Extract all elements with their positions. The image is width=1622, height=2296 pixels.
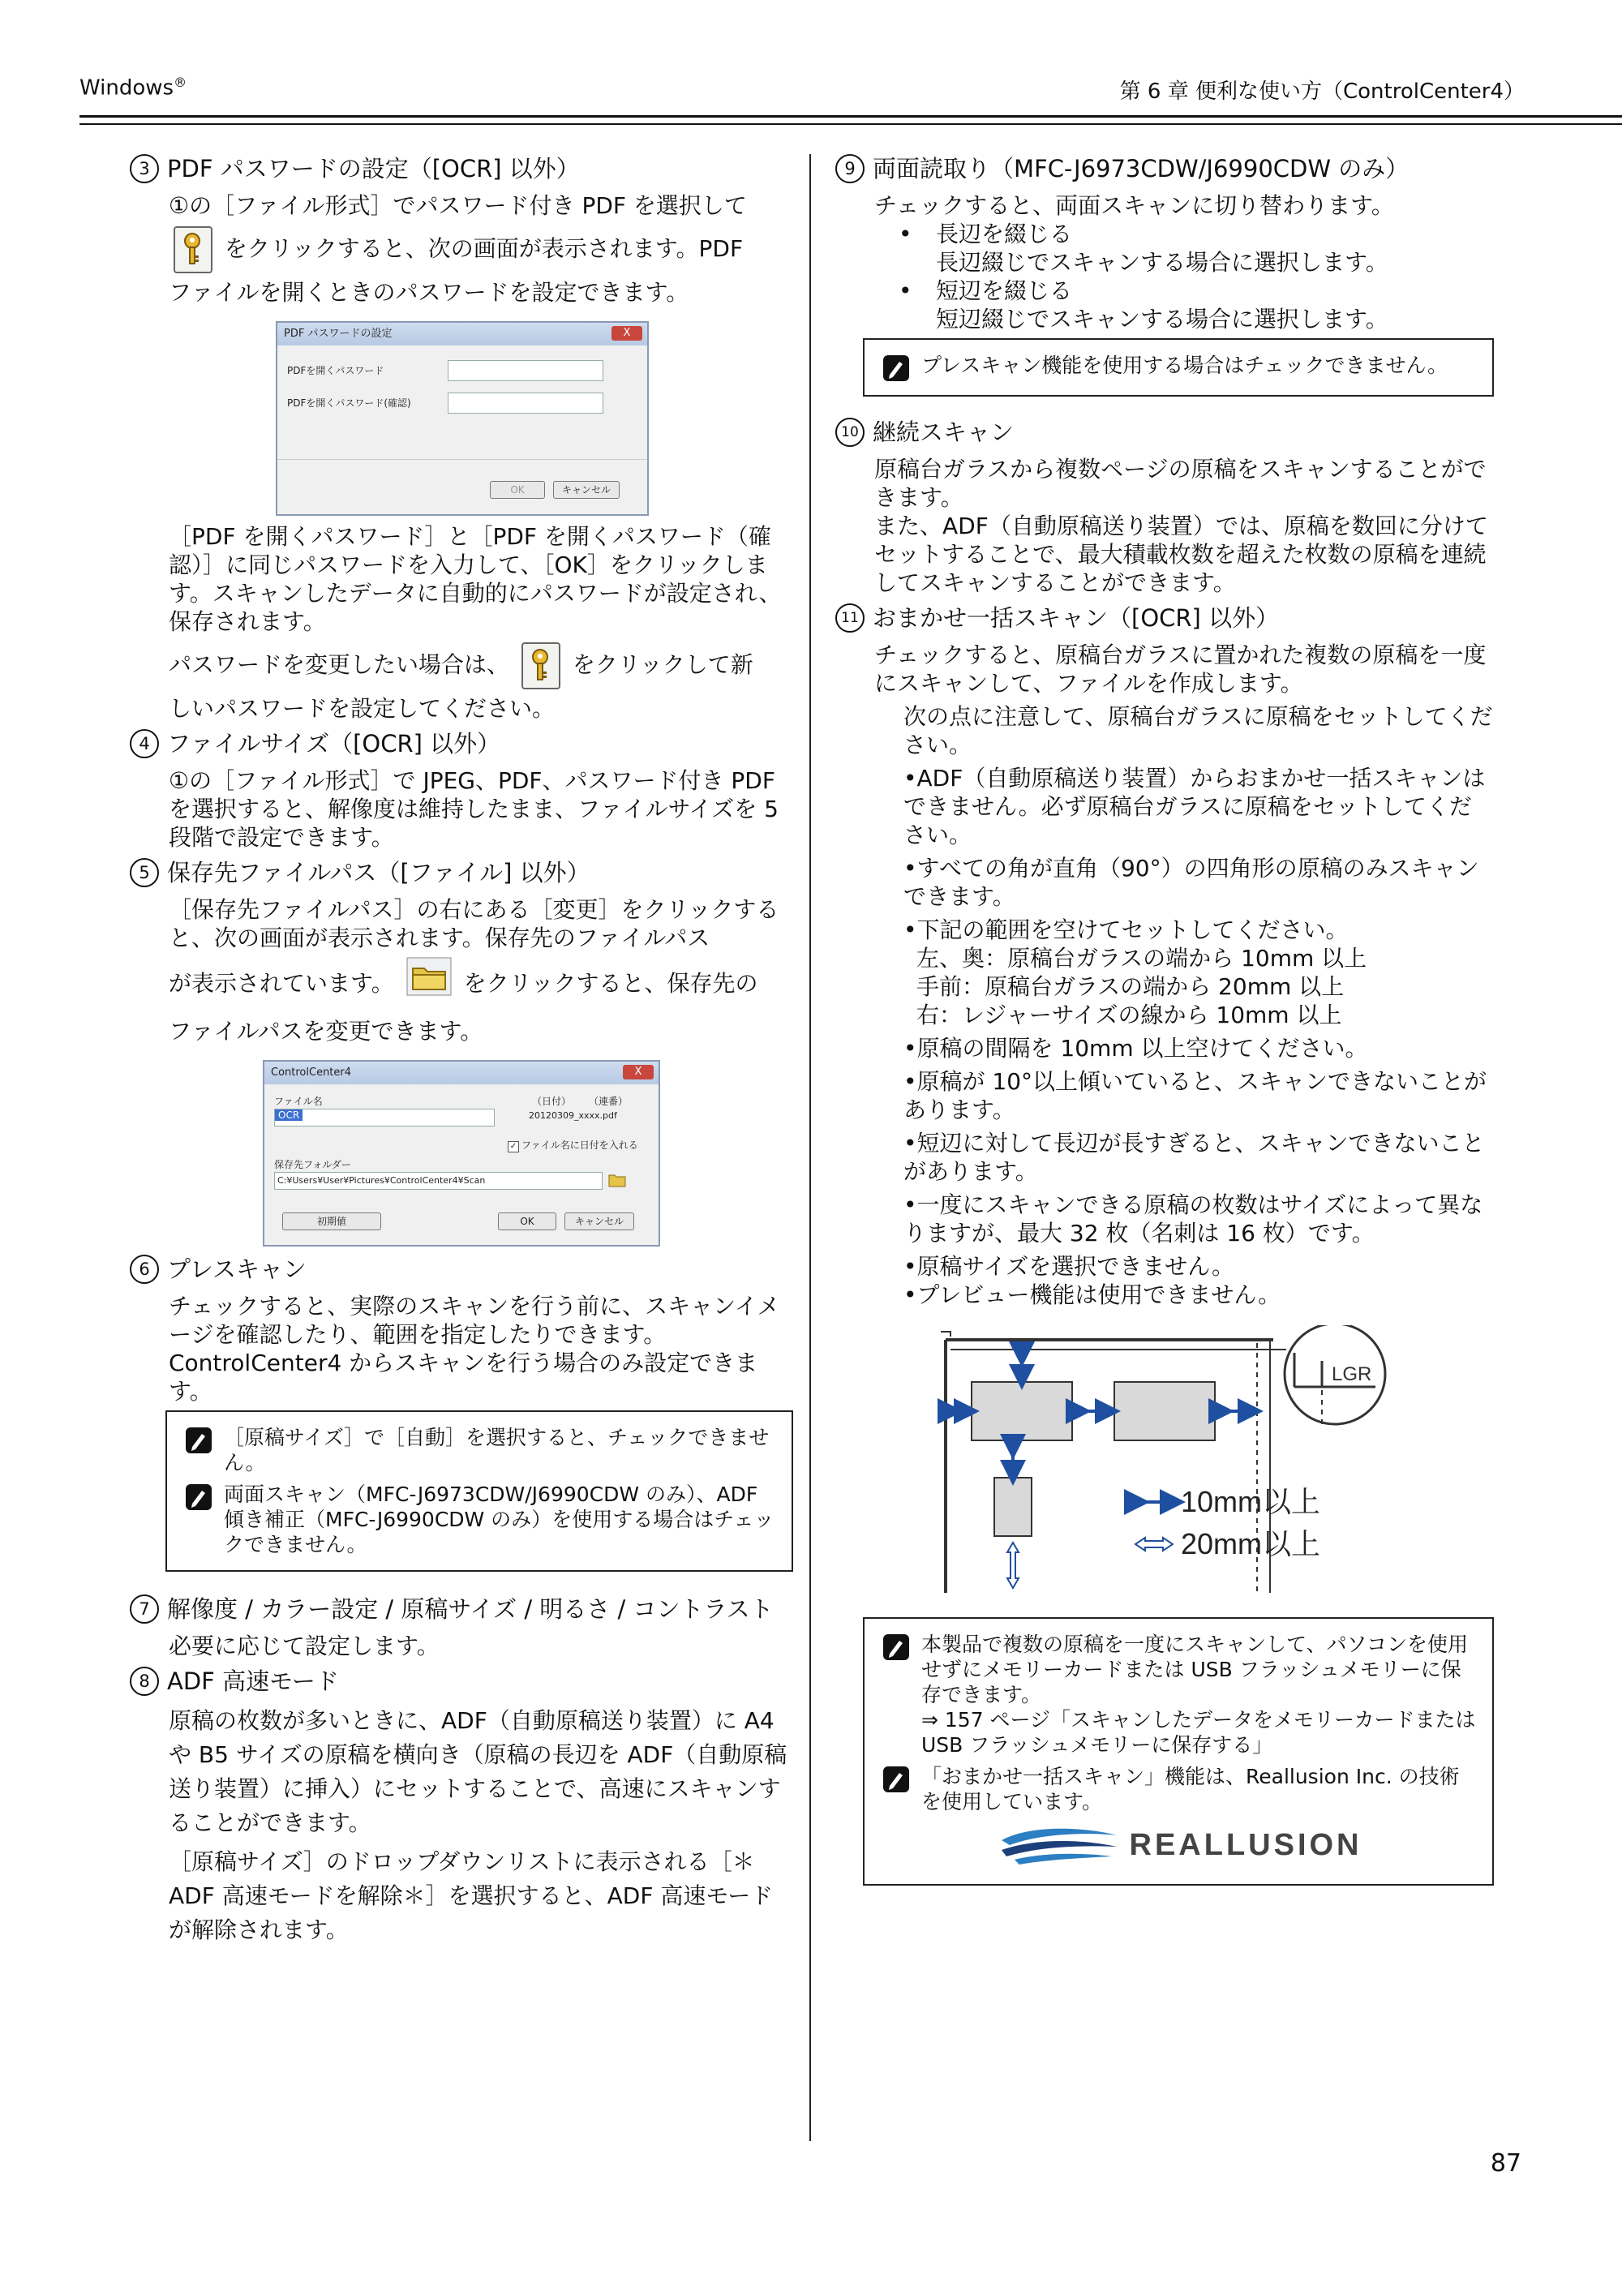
section-title: 解像度 / カラー設定 / 原稿サイズ / 明るさ / コントラスト [167, 1595, 774, 1623]
pdf-password-dialog-area [130, 311, 793, 522]
memo-icon [882, 1766, 910, 1793]
section-4-heading [130, 727, 793, 760]
list-item: • 短辺を綴じる 短辺綴じでスキャンする場合に選択します。 [899, 277, 1388, 333]
section-title: ファイルサイズ（[OCR] 以外） [167, 730, 501, 757]
list-item: •原稿が 10°以上傾いていると、スキャンできないことがあります。 [903, 1068, 1487, 1123]
section-title: 継続スキャン [873, 418, 1015, 446]
memo-icon [185, 1427, 212, 1454]
filename-input[interactable]: OCR [274, 1109, 495, 1127]
note-item: 本製品で複数の原稿を一度にスキャンして、パソコンを使用せずにメモリーカードまたは USB フラッシュメモリーに保存できます。 ⇒ 157 ページ「スキャンしたデータをメモリーカードまたは USB フラッシュメモリーに保存する」 [882, 1632, 1478, 1757]
section-title: おまかせ一括スキャン（[OCR] 以外） [873, 604, 1280, 632]
section-8-heading [130, 1665, 793, 1697]
paragraph: また、ADF（自動原稿送り装置）では、原稿を数回に分けてセットすることで、最大積載枚数を超えた枚数の原稿を連続してスキャンすることができます。 [874, 513, 1488, 596]
cancel-button[interactable]: キャンセル [553, 481, 620, 499]
note-item: プレスキャン機能を使用する場合はチェックできません。 [882, 353, 1478, 382]
section-title: PDF パスワードの設定（[OCR] 以外） [167, 155, 580, 182]
paragraph: 次の点に注意して、原稿台ガラスに原稿をセットしてください。 [903, 703, 1493, 758]
paragraph: ［原稿サイズ］のドロップダウンリストに表示される［＊ADF 高速モードを解除＊］を選択すると、ADF 高速モードが解除されます。 [169, 1848, 774, 1943]
header-left: Windows® [79, 75, 187, 101]
paragraph: ［保存先ファイルパス］の右にある［変更］をクリックすると、次の画面が表示されます。保存先のファイルパス [169, 896, 779, 951]
reallusion-logo [882, 1822, 1478, 1868]
section-9-heading [835, 152, 1494, 185]
dialog-titlebar: ControlCenter4 X [264, 1062, 659, 1084]
legend-20mm: 20mm以上 [1181, 1527, 1321, 1560]
paragraph: チェックすると、原稿台ガラスに置かれた複数の原稿を一度にスキャンして、ファイルを作成します。 [874, 642, 1487, 697]
dialog-divider [277, 459, 647, 460]
right-column [835, 152, 1494, 1886]
paragraph: 原稿の枚数が多いときに、ADF（自動原稿送り装置）に A4 や B5 サイズの原稿を横向き（原稿の長辺を ADF（自動原稿送り装置）に挿入）にセットすることで、高速にスキャンすることができます。 [169, 1707, 787, 1836]
close-icon[interactable]: X [623, 1065, 654, 1079]
ok-button[interactable]: OK [490, 481, 545, 499]
section-3-heading [130, 152, 793, 185]
reallusion-swoosh-icon [998, 1822, 1120, 1868]
filename-label: ファイル名 [274, 1096, 323, 1107]
section-number: 9 [835, 154, 865, 183]
list-item: • 長辺を綴じる 長辺綴じでスキャンする場合に選択します。 [899, 221, 1388, 276]
paragraph: ファイルを開くときのパスワードを設定できます。 [169, 279, 689, 306]
ok-button[interactable]: OK [498, 1212, 556, 1230]
paragraph: ①の［ファイル形式］で JPEG、PDF、パスワード付き PDF を選択すると、解像度は維持したまま、ファイルサイズを 5 段階で設定できます。 [169, 767, 779, 851]
section-6-heading [130, 1253, 793, 1285]
note-item: ［原稿サイズ］で［自動］を選択すると、チェックできません。 [185, 1425, 777, 1475]
margin-item: 左、奥：原稿台ガラスの端から 10mm 以上 [916, 945, 1367, 972]
paragraph: しいパスワードを設定してください。 [169, 695, 556, 722]
lgr-label: LGR [1332, 1363, 1372, 1385]
password-confirm-input[interactable] [448, 393, 603, 414]
password-input[interactable] [448, 360, 603, 381]
section-number: 3 [130, 154, 159, 183]
paragraph: をクリックすると、次の画面が表示されます。PDF [130, 225, 793, 273]
section-title: 保存先ファイルパス（[ファイル] 以外） [167, 859, 590, 886]
section-title: プレスキャン [167, 1255, 307, 1283]
section-number: 8 [130, 1667, 159, 1696]
folder-icon [406, 957, 452, 1012]
pdf-password-dialog [276, 321, 649, 516]
list-item: •下記の範囲を空けてセットしてください。 [903, 916, 1349, 943]
controlcenter-dialog-area [130, 1050, 793, 1253]
section-title: 両面読取り（MFC-J6973CDW/J6990CDW のみ） [873, 155, 1410, 182]
list-item: •すべての角が直角（90°）の四角形の原稿のみスキャンできます。 [903, 855, 1479, 910]
date-label: （日付） [532, 1096, 572, 1107]
close-icon[interactable]: X [611, 326, 642, 341]
password-label: PDFを開くパスワード [287, 365, 384, 376]
controlcenter-dialog [263, 1060, 660, 1247]
memo-icon [882, 1633, 910, 1661]
paragraph: チェックすると、実際のスキャンを行う前に、スキャンイメージを確認したり、範囲を指定したりできます。ControlCenter4 からスキャンを行う場合のみ設定できます。 [169, 1293, 780, 1405]
section-number: 4 [130, 729, 159, 758]
serial-label: （連番） [589, 1096, 629, 1107]
list-item: •短辺に対して長辺が長すぎると、スキャンできないことがあります。 [903, 1130, 1485, 1185]
list-item: •プレビュー機能は使用できません。 [903, 1281, 1281, 1308]
margin-item: 右：レジャーサイズの線から 10mm 以上 [916, 1002, 1342, 1028]
filename-sample: 20120309_xxxx.pdf [529, 1110, 617, 1121]
note-item: 両面スキャン（MFC-J6973CDW/J6990CDW のみ）、ADF 傾き補正（MFC-J6990CDW のみ）を使用する場合はチェックできません。 [185, 1482, 777, 1557]
date-checkbox[interactable]: ✓ ファイル名に日付を入れる [508, 1138, 638, 1152]
paragraph: チェックすると、両面スキャンに切り替わります。 [874, 192, 1394, 219]
note-box [863, 338, 1494, 397]
section-title: ADF 高速モード [167, 1667, 339, 1695]
list-item: •ADF（自動原稿送り装置）からおまかせ一括スキャンはできません。必ず原稿台ガラスに原稿をセットしてください。 [903, 765, 1486, 848]
column-divider [809, 154, 811, 2141]
default-button[interactable]: 初期値 [282, 1212, 381, 1230]
paragraph: 必要に応じて設定します。 [169, 1633, 440, 1659]
section-number: 5 [130, 858, 159, 887]
password-confirm-label: PDFを開くパスワード(確認) [287, 397, 411, 409]
logo-text: REALLUSION [1129, 1827, 1362, 1862]
note-item: 「おまかせ一括スキャン」機能は、Reallusion Inc. の技術を使用しています。 [882, 1764, 1478, 1814]
list-item: •一度にスキャンできる原稿の枚数はサイズによって異なりますが、最大 32 枚（名刺は 16 枚）です。 [903, 1191, 1483, 1247]
note-box [165, 1410, 793, 1572]
left-column [130, 152, 793, 1952]
section-7-heading [130, 1593, 793, 1625]
page-number: 87 [1490, 2149, 1521, 2178]
header-rule [79, 115, 1622, 118]
folder-icon[interactable] [608, 1172, 626, 1191]
memo-icon [882, 354, 910, 382]
paragraph: ①の［ファイル形式］でパスワード付き PDF を選択して [169, 192, 747, 219]
dialog-titlebar: PDF パスワードの設定 X [277, 323, 647, 345]
section-number: 11 [835, 603, 865, 633]
header-rule-thin [79, 123, 1622, 125]
list-item: •原稿の間隔を 10mm 以上空けてください。 [903, 1035, 1368, 1062]
memo-icon [185, 1483, 212, 1511]
legend-10mm: 10mm以上 [1181, 1485, 1321, 1518]
note-box [863, 1617, 1494, 1886]
key-icon [521, 642, 560, 689]
section-number: 10 [835, 418, 865, 447]
section-5-heading [130, 856, 793, 889]
header-right: 第 6 章 便利な使い方（ControlCenter4） [1119, 79, 1525, 104]
margin-item: 手前：原稿台ガラスの端から 20mm 以上 [916, 973, 1345, 1000]
placement-diagram [835, 1325, 1494, 1601]
folder-path-input[interactable]: C:¥Users¥User¥Pictures¥ControlCenter4¥Scan [274, 1172, 603, 1190]
list-item: •原稿サイズを選択できません。 [903, 1253, 1234, 1280]
reference-link[interactable]: ⇒ 157 ページ「スキャンしたデータをメモリーカードまたは USB フラッシュメモリーに保存する」 [921, 1708, 1476, 1757]
section-10-heading [835, 416, 1494, 448]
section-number: 7 [130, 1594, 159, 1624]
cancel-button[interactable]: キャンセル [564, 1212, 634, 1230]
section-number: 6 [130, 1255, 159, 1284]
section-11-heading [835, 602, 1494, 634]
paragraph: ファイルパスを変更できます。 [169, 1018, 483, 1045]
paragraph: 原稿台ガラスから複数ページの原稿をスキャンすることができます。 [874, 456, 1487, 511]
folder-label: 保存先フォルダー [274, 1159, 351, 1170]
scanner-glass-diagram [916, 1325, 1403, 1601]
key-icon [174, 226, 212, 273]
paragraph: が表示されています。 をクリックすると、保存先の [130, 957, 793, 1012]
paragraph: パスワードを変更したい場合は、 をクリックして新 [130, 641, 793, 689]
paragraph: ［PDF を開くパスワード］と［PDF を開くパスワード（確認）］に同じパスワードを入力して、［OK］をクリックします。スキャンしたデータに自動的にパスワードが設定され、保存されます。 [169, 523, 782, 635]
